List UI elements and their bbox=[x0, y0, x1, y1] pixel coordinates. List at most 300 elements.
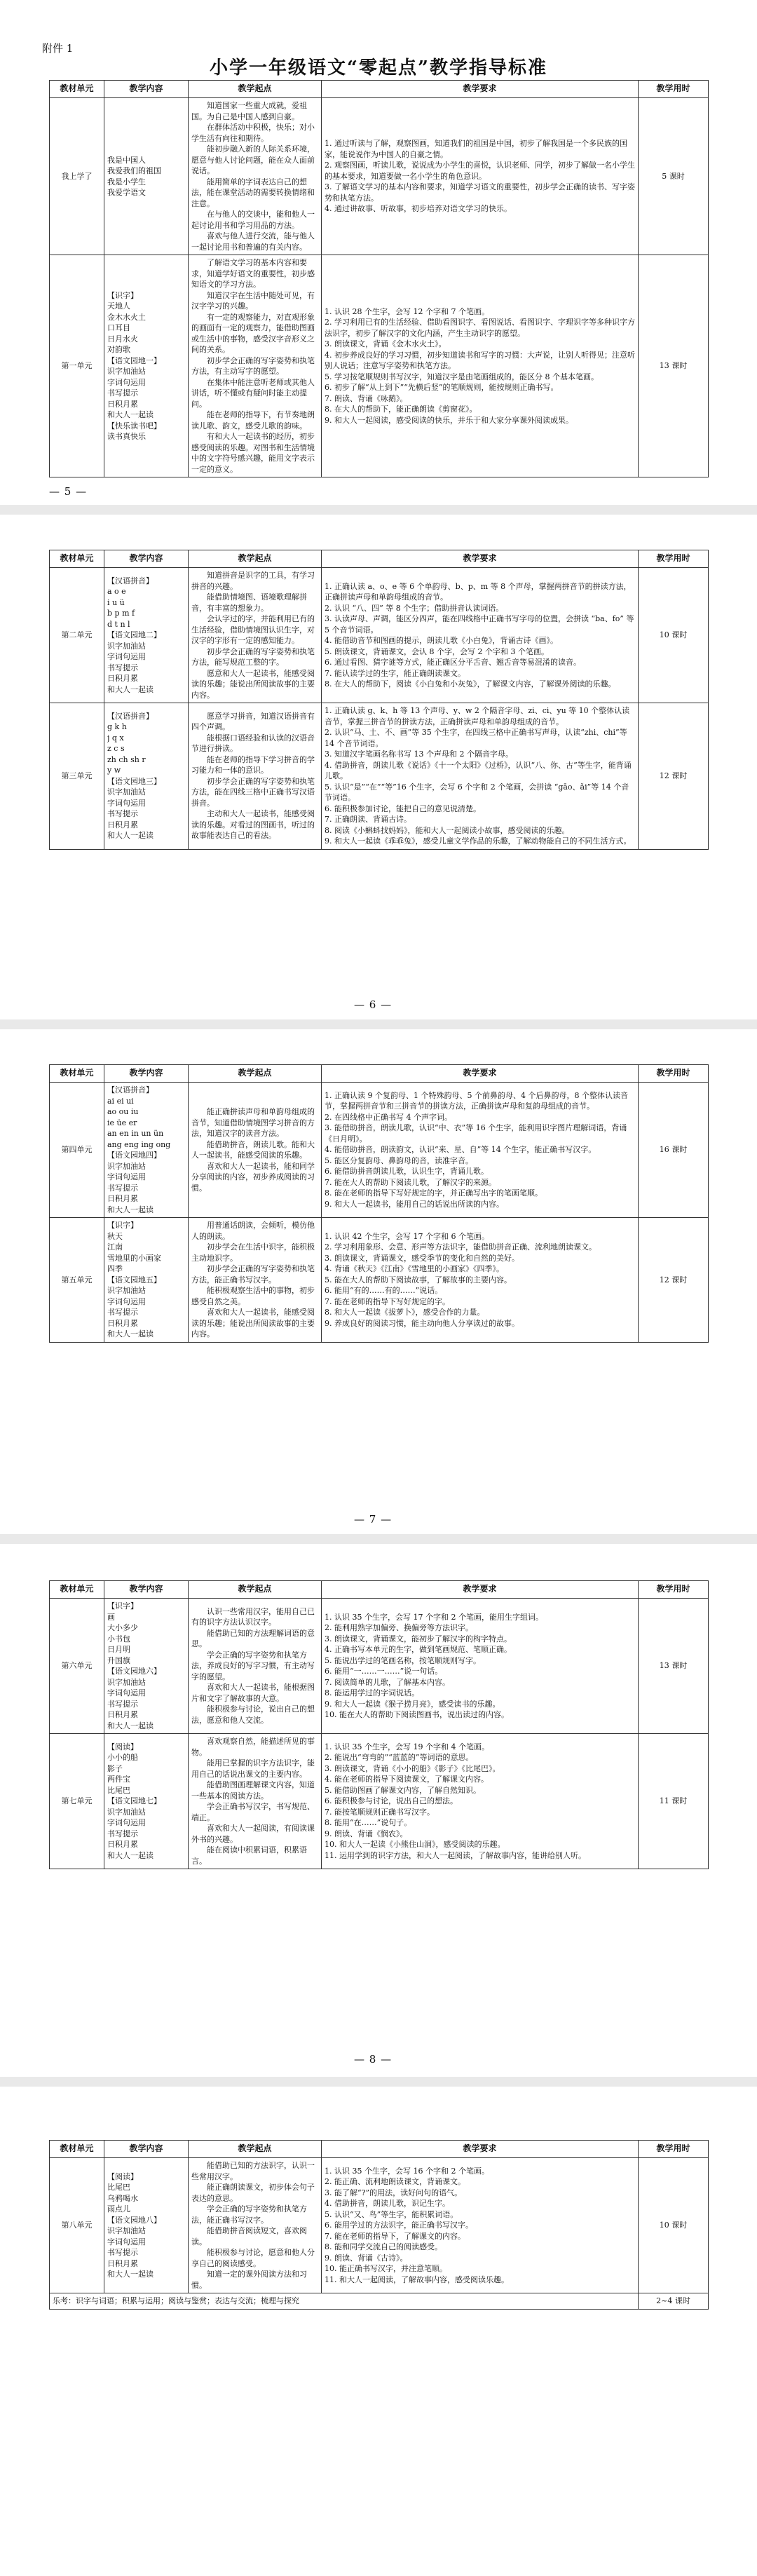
column-header: 教学要求 bbox=[322, 81, 639, 98]
table-header-row bbox=[50, 1065, 709, 1083]
cell-line: 字词句运用 bbox=[107, 2237, 146, 2246]
content-cell bbox=[104, 255, 189, 477]
cell-line: 3. 朗读课文，背诵《小小的船》《影子》《比尾巴》。 bbox=[325, 1763, 500, 1773]
cell-line: 和大人一起读 bbox=[107, 1850, 154, 1860]
standards-table bbox=[49, 2140, 709, 2310]
cell-line: 和大人一起读 bbox=[107, 831, 154, 841]
cell-line: 能根据口语经验和认读的汉语音节进行拼读。 bbox=[191, 733, 315, 754]
cell-line: 5. 朗读课文，背诵课文，会认 8 个字，会写 2 个字和 3 个笔画。 bbox=[325, 646, 549, 656]
cell-line: z c s bbox=[107, 744, 125, 754]
cell-line: 字词句运用 bbox=[107, 798, 146, 808]
cell-line: 【快乐读书吧】 bbox=[107, 421, 161, 431]
cell-line: 口耳目 bbox=[107, 323, 130, 332]
cell-line: 3. 认读声母、声调，能区分四声，能在四线格中正确书写字母的位置，会拼读 “ba、fo” 等 5 个音节词语。 bbox=[325, 614, 634, 635]
cell-line: 11. 和大人一起阅读，了解故事内容，感受阅读乐趣。 bbox=[325, 2275, 509, 2284]
cell-line: g k h bbox=[107, 722, 127, 732]
cell-line: 能借助拼音阅读短文，喜欢阅读。 bbox=[191, 2226, 307, 2246]
cell-line: 9. 和大人一起读《乖乖兔》，感受儿童文学作品的乐趣，了解动物能自己的不同生活方式。 bbox=[325, 836, 632, 846]
table-header-row bbox=[50, 1581, 709, 1599]
attachment-label: 附件 1 bbox=[42, 42, 74, 55]
cell-line: 【语文园地三】 bbox=[107, 776, 161, 786]
cell-line: 会认字过的字，并能利用已有的生活经验，借助情境图认识生字，对汉字的字形有一定的感知能力。 bbox=[191, 614, 315, 645]
unit-cell: 第五单元 bbox=[50, 1218, 104, 1343]
cell-line: 喜欢和大人一起读书，能感受阅读的乐趣；能说出所阅读故事的主要内容。 bbox=[191, 1308, 315, 1338]
cell-line: 8. 能在老师的指导下写好规定的字，并正确写出字的笔画笔顺。 bbox=[325, 1188, 543, 1198]
column-header: 教材单元 bbox=[50, 1065, 104, 1083]
cell-line: 雪地里的小画家 bbox=[107, 1253, 161, 1263]
cell-line: 9. 和大人一起读《猴子捞月亮》，感受读书的乐趣。 bbox=[325, 1699, 500, 1709]
cell-line: 3. 朗读课文，背诵课文，能初步了解汉字的构字特点。 bbox=[325, 1634, 512, 1643]
cell-line: 3. 能借助拼音，朗读儿歌，认识“中、衣”等 16 个生字，能利用识字图片理解词语，背诵《日月明》。 bbox=[325, 1123, 627, 1144]
requirement-cell bbox=[322, 1599, 639, 1734]
cell-line: ai ei ui bbox=[107, 1096, 134, 1106]
cell-line: 学会正确书写汉字，书写规范、端正。 bbox=[191, 1802, 315, 1822]
cell-line: 8. 能运用学过的字词说话。 bbox=[325, 1688, 419, 1697]
cell-line: 5. 认识“是”“在”“等”16 个生字，会写 6 个字和 2 个笔画，会拼读 “gāo、ǎi”等 14 个音节词语。 bbox=[325, 782, 629, 802]
table-row bbox=[50, 703, 709, 850]
document-page bbox=[0, 1029, 757, 1534]
cell-line: 4. 借助拼音，朗读儿歌《说话》《十一个太阳》《过桥》，认识“八、你、古”等生字，能背诵儿歌。 bbox=[325, 760, 632, 780]
start-cell bbox=[189, 255, 322, 477]
content-cell bbox=[104, 703, 189, 850]
cell-line: 2. 在四线格中正确书写 4 个声字词。 bbox=[325, 1112, 452, 1122]
cell-line: 初步学会正确的写字姿势和执笔方法，能写规范工整的字。 bbox=[191, 646, 315, 667]
column-header: 教学内容 bbox=[104, 550, 189, 568]
cell-line: 读书真快乐 bbox=[107, 432, 146, 441]
requirement-cell bbox=[322, 98, 639, 255]
cell-line: 【识字】 bbox=[107, 290, 138, 300]
column-header: 教学内容 bbox=[104, 81, 189, 98]
unit-cell: 第七单元 bbox=[50, 1734, 104, 1869]
hours-cell: 13 课时 bbox=[639, 255, 709, 477]
cell-line: 我是中国人 bbox=[107, 155, 146, 165]
cell-line: 4. 背诵《秋天》《江南》《雪地里的小画家》《四季》。 bbox=[325, 1264, 504, 1273]
cell-line: j q x bbox=[107, 733, 124, 743]
cell-line: 1. 认识 42 个生字，会写 17 个字和 6 个笔画。 bbox=[325, 1231, 489, 1241]
table-row bbox=[50, 255, 709, 477]
content-cell bbox=[104, 2158, 189, 2293]
cell-line: 和大人一起读 bbox=[107, 1329, 154, 1338]
cell-line: 用普通话朗读，会倾听，模仿他人的朗读。 bbox=[191, 1221, 315, 1241]
cell-line: 【汉语拼音】 bbox=[107, 1085, 154, 1094]
cell-line: 2. 能正确、流利地朗读课文，背诵课文。 bbox=[325, 2177, 465, 2187]
cell-line: 识字加油站 bbox=[107, 787, 146, 797]
cell-line: 4. 能借助拼音，朗读韵文，认识“来、星、自”等 14 个生字，能正确书写汉字。 bbox=[325, 1145, 596, 1155]
cell-line: 2. 观察图画，听读儿歌，说说成为小学生的喜悦，认识老师、同学，初步了解做一名小学生的基本要求，知道要做一名小学生的角色意识。 bbox=[325, 161, 635, 181]
start-cell bbox=[189, 1599, 322, 1734]
standards-table-container bbox=[49, 2140, 708, 2310]
cell-line: 字词句运用 bbox=[107, 377, 146, 387]
unit-cell: 第四单元 bbox=[50, 1083, 104, 1218]
cell-line: 书写提示 bbox=[107, 2248, 138, 2257]
cell-line: 初步学会在生活中识字，能积极主动地识字。 bbox=[191, 1242, 315, 1263]
cell-line: 能用已掌握的识字方法识字，能用自己的话说出课文的主要内容。 bbox=[191, 1758, 315, 1779]
footer-row bbox=[50, 2293, 709, 2310]
requirement-cell bbox=[322, 703, 639, 850]
cell-line: 6. 能积极参加讨论，能把自己的意见说清楚。 bbox=[325, 804, 481, 813]
column-header: 教学要求 bbox=[322, 1581, 639, 1599]
column-header: 教学内容 bbox=[104, 2141, 189, 2158]
cell-line: 升国旗 bbox=[107, 1655, 130, 1665]
cell-line: 金木水火土 bbox=[107, 312, 146, 322]
cell-line: 8. 在大人的帮助下，能正确朗读《剪窗花》。 bbox=[325, 405, 477, 414]
cell-line: 2. 认识“马、土、不、画”等 35 个生字，在四线三格中正确书写声母，认读“zhi、chi”等 14 个音节词语。 bbox=[325, 728, 627, 748]
cell-line: 【语文园地七】 bbox=[107, 1796, 161, 1806]
hours-cell: 10 课时 bbox=[639, 2158, 709, 2293]
cell-line: 2. 能说出“弯弯的”“蓝蓝的”等词语的意思。 bbox=[325, 1753, 474, 1763]
requirement-cell bbox=[322, 2158, 639, 2293]
hours-cell: 12 课时 bbox=[639, 703, 709, 850]
cell-line: 3. 知道汉字笔画名称书写 13 个声母和 2 个隔音字母。 bbox=[325, 750, 513, 759]
cell-line: 字词句运用 bbox=[107, 1296, 146, 1306]
document-page bbox=[0, 1544, 757, 2077]
cell-line: ao ou iu bbox=[107, 1107, 139, 1116]
start-cell bbox=[189, 568, 322, 703]
cell-line: 5. 学习按笔顺规则书写汉字，知道汉字是由笔画组成的，能区分 8 个基本笔画。 bbox=[325, 372, 599, 381]
column-header: 教学起点 bbox=[189, 1065, 322, 1083]
cell-line: 四季 bbox=[107, 1264, 123, 1273]
unit-cell: 我上学了 bbox=[50, 98, 104, 255]
cell-line: 1. 认识 35 个生字，会写 16 个字和 2 个笔画。 bbox=[325, 2166, 489, 2176]
content-cell bbox=[104, 1599, 189, 1734]
page-gap bbox=[0, 1534, 757, 1544]
cell-line: 日积月累 bbox=[107, 674, 138, 684]
unit-cell: 第三单元 bbox=[50, 703, 104, 850]
cell-line: 【语文园地二】 bbox=[107, 630, 161, 640]
cell-line: 1. 通过听读与了解，观察图画，知道我们的祖国是中国，初步了解我国是一个多民族的国家，能说说作为中国人的自豪之情。 bbox=[325, 139, 627, 159]
cell-line: 比尾巴 bbox=[107, 1785, 130, 1795]
standards-table-container bbox=[49, 550, 708, 850]
cell-line: 2. 认识 “八、四” 等 8 个生字；借助拼音认读词语。 bbox=[325, 603, 504, 613]
column-header: 教材单元 bbox=[50, 1581, 104, 1599]
cell-line: 7. 能认读学过的生字，能正确朗读课文。 bbox=[325, 668, 465, 678]
cell-line: 有和大人一起读书的经历，初步感受阅读的乐趣。对图书和生活情境中的文字符号感兴趣，能用文字表示一定的意义。 bbox=[191, 432, 315, 474]
cell-line: 在集体中能注意听老师或其他人讲话，听不懂或有疑问时能主动提问。 bbox=[191, 377, 315, 409]
column-header: 教学要求 bbox=[322, 2141, 639, 2158]
cell-line: 小小的船 bbox=[107, 1753, 138, 1763]
cell-line: 11. 运用学到的识字方法，和大人一起阅读，了解故事内容，能讲给别人听。 bbox=[325, 1850, 586, 1860]
cell-line: 5. 能说出学过的笔画名称，按笔顺规则写字。 bbox=[325, 1655, 481, 1665]
cell-line: 4. 初步养成良好的学习习惯，初步知道读书和写字的习惯：大声说，让别人听得见；注意听别人说话；注意写字姿势和执笔方法。 bbox=[325, 350, 635, 371]
cell-line: 日月明 bbox=[107, 1645, 130, 1654]
cell-line: 书写提示 bbox=[107, 1829, 138, 1838]
hours-cell: 10 课时 bbox=[639, 568, 709, 703]
column-header: 教学要求 bbox=[322, 1065, 639, 1083]
cell-line: an en in un ün bbox=[107, 1129, 164, 1138]
cell-line: 大小多少 bbox=[107, 1623, 138, 1632]
cell-line: 【语文园地五】 bbox=[107, 1275, 161, 1284]
cell-line: 能积极参与讨论，说出自己的想法，愿意和他人交流。 bbox=[191, 1704, 315, 1725]
cell-line: 和大人一起读 bbox=[107, 1721, 154, 1730]
page-number: — 7 — bbox=[354, 1513, 393, 1526]
footer-hours: 2~4 课时 bbox=[639, 2293, 709, 2310]
cell-line: 和大人一起读 bbox=[107, 410, 154, 419]
document-page bbox=[0, 515, 757, 1019]
hours-cell: 16 课时 bbox=[639, 1083, 709, 1218]
cell-line: 能在老师的指导下学习拼音的学习能力和一体的意识。 bbox=[191, 754, 315, 775]
cell-line: 4. 正确书写本单元的生字，做到笔画规范、笔顺正确。 bbox=[325, 1645, 512, 1654]
column-header: 教材单元 bbox=[50, 2141, 104, 2158]
cell-line: 乌鸦喝水 bbox=[107, 2193, 138, 2203]
cell-line: 【语文园地六】 bbox=[107, 1667, 161, 1676]
cell-line: 识字加油站 bbox=[107, 1286, 146, 1295]
cell-line: 能借助情境图、语境歌理解拼音，有丰富的想象力。 bbox=[191, 592, 307, 613]
table-header-row bbox=[50, 550, 709, 568]
cell-line: 7. 能在老师的指导下写好规定的字。 bbox=[325, 1296, 450, 1306]
cell-line: 5. 认识“又、鸟”等生字，能积累词语。 bbox=[325, 2209, 458, 2219]
content-cell bbox=[104, 1083, 189, 1218]
unit-cell: 第六单元 bbox=[50, 1599, 104, 1734]
cell-line: 5. 能区分复韵母、鼻韵母的音，读准字音。 bbox=[325, 1155, 473, 1165]
unit-cell: 第八单元 bbox=[50, 2158, 104, 2293]
cell-line: 我是小学生 bbox=[107, 177, 146, 187]
cell-line: 【识字】 bbox=[107, 1601, 138, 1611]
start-cell bbox=[189, 703, 322, 850]
cell-line: ang eng ing ong bbox=[107, 1139, 171, 1149]
requirement-cell bbox=[322, 1083, 639, 1218]
cell-line: 9. 朗读、背诵《古诗》。 bbox=[325, 2253, 408, 2263]
cell-line: 识字加油站 bbox=[107, 367, 146, 376]
cell-line: 日积月累 bbox=[107, 2258, 138, 2268]
column-header: 教学用时 bbox=[639, 1065, 709, 1083]
cell-line: 喜欢和大人一起读书，能根据图片和文字了解故事的大意。 bbox=[191, 1683, 315, 1703]
cell-line: 能积极参与讨论，愿意和他人分享自己的阅读感受。 bbox=[191, 2248, 315, 2268]
cell-line: 字词句运用 bbox=[107, 1688, 146, 1697]
cell-line: 书写提示 bbox=[107, 1308, 138, 1317]
cell-line: 初步学会正确的写字姿势和执笔方法，能正确书写汉字。 bbox=[191, 1264, 315, 1284]
cell-line: 愿意和大人一起读书，能感受阅读的乐趣；能说出所阅读故事的主要内容。 bbox=[191, 668, 315, 700]
page-number: — 5 — bbox=[49, 485, 88, 498]
standards-table-container bbox=[49, 1064, 708, 1343]
cell-line: 日积月累 bbox=[107, 1194, 138, 1203]
column-header: 教学起点 bbox=[189, 1581, 322, 1599]
page-number: — 6 — bbox=[354, 998, 393, 1011]
cell-line: 1. 认识 28 个生字，会写 12 个字和 7 个笔画。 bbox=[325, 306, 489, 316]
cell-line: 字词句运用 bbox=[107, 652, 146, 662]
cell-line: 两件宝 bbox=[107, 1775, 130, 1784]
document-title: 小学一年级语文“零起点”教学指导标准 bbox=[210, 57, 547, 79]
standards-table bbox=[49, 1580, 709, 1869]
table-row bbox=[50, 1083, 709, 1218]
page-gap bbox=[0, 1019, 757, 1029]
cell-line: 【汉语拼音】 bbox=[107, 711, 154, 721]
cell-line: 【语文园地四】 bbox=[107, 1151, 161, 1160]
cell-line: 画 bbox=[107, 1612, 115, 1622]
requirement-cell bbox=[322, 255, 639, 477]
cell-line: 4. 通过讲故事、听故事，初步培养对语文学习的快乐。 bbox=[325, 204, 512, 214]
cell-line: 我爱学语文 bbox=[107, 188, 146, 197]
cell-line: 识字加油站 bbox=[107, 1677, 146, 1687]
column-header: 教学用时 bbox=[639, 550, 709, 568]
cell-line: 【汉语拼音】 bbox=[107, 576, 154, 585]
cell-line: 能借助已知的方法理解词语的意思。 bbox=[191, 1628, 315, 1649]
cell-line: 10. 能在大人的帮助下阅读图画书，说出读过的内容。 bbox=[325, 1710, 509, 1719]
column-header: 教学起点 bbox=[189, 550, 322, 568]
column-header: 教学用时 bbox=[639, 2141, 709, 2158]
cell-line: 日积月累 bbox=[107, 1840, 138, 1850]
content-cell bbox=[104, 568, 189, 703]
cell-line: 书写提示 bbox=[107, 809, 138, 819]
start-cell bbox=[189, 98, 322, 255]
start-cell bbox=[189, 1083, 322, 1218]
cell-line: 6. 通过看图、猜字谜等方式，能正确区分平舌音、翘舌音等易混淆的读音。 bbox=[325, 658, 581, 667]
cell-line: 知道拼音是识字的工具，有学习拼音的兴趣。 bbox=[191, 571, 315, 591]
cell-line: 喜欢和大人一起阅读，有阅读课外书的兴趣。 bbox=[191, 1824, 315, 1844]
cell-line: 日积月累 bbox=[107, 820, 138, 829]
requirement-cell bbox=[322, 568, 639, 703]
table-row bbox=[50, 1734, 709, 1869]
cell-line: d t n l bbox=[107, 619, 130, 629]
cell-line: 日积月累 bbox=[107, 1710, 138, 1719]
cell-line: 书写提示 bbox=[107, 388, 138, 398]
cell-line: 书写提示 bbox=[107, 1699, 138, 1709]
table-row bbox=[50, 1599, 709, 1734]
cell-line: 6. 能用“有的……有的……”说话。 bbox=[325, 1286, 443, 1295]
column-header: 教学内容 bbox=[104, 1065, 189, 1083]
cell-line: 能正确朗读课文，初步体会句子表达的意思。 bbox=[191, 2183, 315, 2203]
cell-line: 能积极观察生活中的事物，初步感受自然之美。 bbox=[191, 1286, 315, 1306]
cell-line: 在群体活动中积极，快乐；对小学生活有向往和期待。 bbox=[191, 123, 315, 143]
cell-line: 在与他人的交谈中，能和他人一起讨论用书和学习用品的方法。 bbox=[191, 210, 315, 230]
cell-line: 喜欢与他人进行交流，能与他人一起讨论用书和普遍的有关内容。 bbox=[191, 231, 315, 252]
table-header-row bbox=[50, 81, 709, 98]
cell-line: 秋天 bbox=[107, 1231, 123, 1241]
cell-line: 江南 bbox=[107, 1242, 123, 1252]
content-cell bbox=[104, 1734, 189, 1869]
cell-line: y w bbox=[107, 766, 121, 775]
cell-line: 知道一定的课外阅读方法和习惯。 bbox=[191, 2270, 307, 2290]
column-header: 教学内容 bbox=[104, 1581, 189, 1599]
hours-cell: 13 课时 bbox=[639, 1599, 709, 1734]
cell-line: 对韵歌 bbox=[107, 345, 130, 354]
cell-line: 2. 能利用熟字加偏旁、换偏旁等方法识字。 bbox=[325, 1623, 473, 1632]
cell-line: 9. 和大人一起读书，能用自己的话说出所读的内容。 bbox=[325, 1199, 504, 1209]
document-page bbox=[0, 0, 757, 505]
cell-line: 6. 初步了解“从上到下”“先横后竖”的笔顺规则，能按规则正确书写。 bbox=[325, 383, 559, 393]
cell-line: 我爱我们的祖国 bbox=[107, 166, 161, 175]
hours-cell: 11 课时 bbox=[639, 1734, 709, 1869]
cell-line: 4. 能借助音节和图画的提示，朗读儿歌《小白兔》，背诵古诗《画》。 bbox=[325, 636, 558, 645]
cell-line: 学会正确的写字姿势和执笔方法，养成良好的写字习惯，有主动写字的愿望。 bbox=[191, 1650, 315, 1681]
cell-line: 能借助拼音，朗读儿歌。能和大人一起读书，能感受阅读的乐趣。 bbox=[191, 1139, 315, 1160]
cell-line: 喜欢和大人一起读书，能和同学分享阅读的内容，初步养成阅读的习惯。 bbox=[191, 1161, 315, 1193]
cell-line: 1. 认识 35 个生字，会写 17 个字和 2 个笔画，能用生字组词。 bbox=[325, 1612, 543, 1622]
cell-line: 初步学会正确的写字姿势和执笔方法，能在四线三格中正确书写汉语拼音。 bbox=[191, 776, 315, 808]
cell-line: 7. 能在大人的帮助下阅读儿歌，了解汉字的来源。 bbox=[325, 1177, 496, 1187]
cell-line: 8. 能和同学交流自己的阅读感受。 bbox=[325, 2242, 442, 2252]
column-header: 教学要求 bbox=[322, 550, 639, 568]
cell-line: 6. 能借助拼音朗读儿歌，认识生字，背诵儿歌。 bbox=[325, 1167, 489, 1177]
hours-cell: 12 课时 bbox=[639, 1218, 709, 1343]
cell-line: 识字加油站 bbox=[107, 1161, 146, 1171]
column-header: 教学用时 bbox=[639, 1581, 709, 1599]
cell-line: 主动和大人一起读书，能感受阅读的乐趣。对看过的图画书，听过的故事能表达自己的看法。 bbox=[191, 809, 315, 841]
standards-table bbox=[49, 550, 709, 850]
table-row bbox=[50, 98, 709, 255]
cell-line: 【阅读】 bbox=[107, 1742, 138, 1751]
page-number: — 8 — bbox=[354, 2053, 393, 2066]
requirement-cell bbox=[322, 1734, 639, 1869]
cell-line: 【识字】 bbox=[107, 1221, 138, 1230]
cell-line: 日积月累 bbox=[107, 399, 138, 409]
cell-line: ie üe er bbox=[107, 1118, 137, 1127]
cell-line: 能借助图画理解课文内容，知道一些基本的阅读方法。 bbox=[191, 1780, 315, 1801]
cell-line: 5. 能在大人的帮助下阅读故事，了解故事的主要内容。 bbox=[325, 1275, 512, 1284]
document-page bbox=[0, 2087, 757, 2576]
cell-line: 7. 能按笔顺规则正确书写汉字。 bbox=[325, 1807, 435, 1817]
cell-line: 6. 能积极参与讨论，说出自己的想法。 bbox=[325, 1796, 458, 1806]
cell-line: 9. 养成良好的阅读习惯，能主动向他人分享读过的故事。 bbox=[325, 1318, 519, 1328]
standards-table bbox=[49, 80, 709, 477]
cell-line: 2. 学习利用象形、会意、形声等方法识字，能借助拼音正确、流利地朗读课文。 bbox=[325, 1242, 596, 1252]
cell-line: 4. 能在老师的指导下阅读课文，了解课文内容。 bbox=[325, 1775, 489, 1784]
cell-line: 了解语文学习的基本内容和要求，知道学好语文的重要性，初步感知语文的学习方法。 bbox=[191, 258, 315, 289]
cell-line: 5. 能借助图画了解课文内容，了解自然知识。 bbox=[325, 1785, 481, 1795]
cell-line: 日月水火 bbox=[107, 334, 138, 344]
cell-line: 和大人一起读 bbox=[107, 1205, 154, 1214]
content-cell bbox=[104, 1218, 189, 1343]
cell-line: 【语文园地一】 bbox=[107, 355, 161, 365]
cell-line: 能借助已知的方法识字，认识一些常用汉字。 bbox=[191, 2161, 315, 2181]
cell-line: a o e bbox=[107, 587, 126, 597]
cell-line: 比尾巴 bbox=[107, 2183, 130, 2192]
cell-line: 知道国家一些重大成就，爱祖国。为自己是中国人感到自豪。 bbox=[191, 101, 307, 121]
table-row bbox=[50, 568, 709, 703]
cell-line: 4. 借助拼音，朗读儿歌，识记生字。 bbox=[325, 2199, 450, 2209]
cell-line: 【语文园地八】 bbox=[107, 2215, 161, 2225]
unit-cell: 第二单元 bbox=[50, 568, 104, 703]
cell-line: 能在阅读中积累词语，积累语言。 bbox=[191, 1845, 307, 1866]
cell-line: 小书包 bbox=[107, 1634, 130, 1643]
cell-line: 7. 朗读、背诵《咏鹅》。 bbox=[325, 393, 408, 403]
page-gap bbox=[0, 2077, 757, 2087]
cell-line: 7. 能在老师的指导下，了解课文的内容。 bbox=[325, 2231, 465, 2241]
standards-table-container bbox=[49, 1580, 708, 1869]
page-gap bbox=[0, 505, 757, 515]
cell-line: 识字加油站 bbox=[107, 2226, 146, 2235]
cell-line: 初步学会正确的写字姿势和执笔方法，有主动写字的愿望。 bbox=[191, 355, 315, 376]
cell-line: 9. 朗读、背诵《悯农》。 bbox=[325, 1829, 408, 1838]
cell-line: 8. 能用“在……”说句子。 bbox=[325, 1818, 412, 1828]
cell-line: 影子 bbox=[107, 1763, 123, 1773]
table-header-row bbox=[50, 2141, 709, 2158]
cell-line: 识字加油站 bbox=[107, 641, 146, 651]
cell-line: 和大人一起读 bbox=[107, 2270, 154, 2279]
cell-line: 9. 和大人一起阅读，感受阅读的快乐，并乐于和大家分享课外阅读成果。 bbox=[325, 415, 573, 425]
cell-line: 能用简单的字词表达自己的想法，能在课堂活动的需要转换情绪和注意。 bbox=[191, 177, 315, 208]
cell-line: i u ü bbox=[107, 597, 125, 607]
column-header: 教学起点 bbox=[189, 2141, 322, 2158]
cell-line: 识字加油站 bbox=[107, 1807, 146, 1817]
cell-line: 【阅读】 bbox=[107, 2171, 138, 2181]
cell-line: 字词句运用 bbox=[107, 1172, 146, 1181]
cell-line: 有一定的观察能力，对直观形象的画面有一定的观察力，能借助图画或生活中的事物，感受汉字音形义之间的关系。 bbox=[191, 312, 315, 354]
hours-cell: 5 课时 bbox=[639, 98, 709, 255]
table-row bbox=[50, 1218, 709, 1343]
cell-line: 字词句运用 bbox=[107, 1818, 146, 1828]
cell-line: 能初步融入新的人际关系环境，愿意与他人讨论问题，能在众人面前说话。 bbox=[191, 144, 315, 175]
cell-line: 8. 在大人的帮助下，阅读《小白兔和小灰兔》，了解课文内容，了解课外阅读的乐趣。 bbox=[325, 679, 616, 689]
cell-line: 8. 阅读《小蝌蚪找妈妈》，能和大人一起阅读小故事，感受阅读的乐趣。 bbox=[325, 825, 570, 835]
start-cell bbox=[189, 1734, 322, 1869]
footer-label: 乐考：识字与词语；积累与运用；阅读与鉴赏；表达与交流；梳理与探究 bbox=[50, 2293, 639, 2310]
cell-line: 书写提示 bbox=[107, 663, 138, 672]
cell-line: 6. 能用“一……一……”说一句话。 bbox=[325, 1667, 443, 1676]
cell-line: 1. 正确认读 g、k、h 等 13 个声母、y、w 2 个隔音字母、zi、ci、yu 等 10 个整体认读音节，掌握三拼音节的拼读方法，正确拼读声母和单韵母组成的音节。 bbox=[325, 706, 630, 726]
cell-line: 1. 认识 35 个生字，会写 19 个字和 4 个笔画。 bbox=[325, 1742, 489, 1751]
cell-line: b p m f bbox=[107, 609, 135, 618]
cell-line: 能在老师的指导下，有节奏地朗读儿歌、韵文，感受儿歌的韵味。 bbox=[191, 410, 315, 431]
